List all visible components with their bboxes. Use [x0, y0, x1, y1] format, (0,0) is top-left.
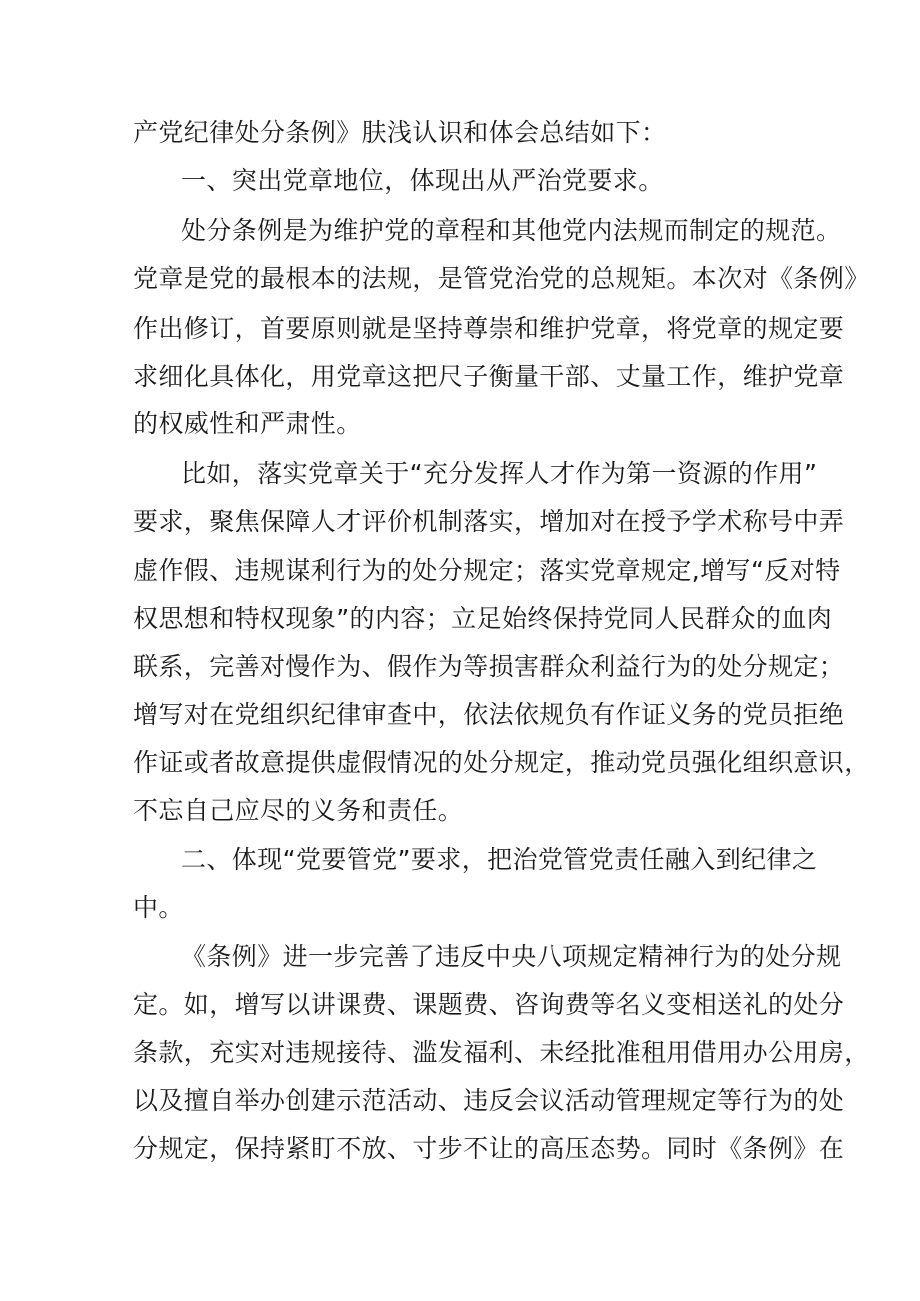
text-line: 联系，完善对慢作为、假作为等损害群众利益行为的处分规定； [133, 652, 845, 681]
text-line: 条款，充实对违规接待、滥发福利、未经批准租用借用办公用房， [133, 1038, 870, 1067]
text-line: 定。如，增写以讲课费、课题费、咨询费等名义变相送礼的处分 [133, 990, 845, 1019]
section-heading: 一、突出党章地位，体现出从严治党要求。 [181, 166, 664, 195]
text-line: 《条例》进一步完善了违反中央八项规定精神行为的处分规 [181, 942, 842, 971]
text-line: 作证或者故意提供虚假情况的处分规定，推动党员强化组织意识， [133, 748, 870, 777]
text-line: 以及擅自举办创建示范活动、违反会议活动管理规定等行为的处 [133, 1086, 845, 1115]
text-line: 要求，聚焦保障人才评价机制落实，增加对在授予学术称号中弄 [133, 507, 845, 536]
text-line: 虚作假、违规谋利行为的处分规定；落实党章规定,增写“反对特 [133, 556, 841, 585]
text-line: 分规定，保持紧盯不放、寸步不让的高压态势。同时《条例》在 [133, 1134, 845, 1163]
text-line: 处分条例是为维护党的章程和其他党内法规而制定的规范。 [181, 216, 842, 245]
section-heading: 中。 [133, 893, 184, 922]
text-line: 产党纪律处分条例》肤浅认识和体会总结如下： [133, 118, 667, 147]
text-line: 求细化具体化，用党章这把尺子衡量干部、丈量工作，维护党章 [133, 362, 845, 391]
text-line: 增写对在党组织纪律审查中，依法依规负有作证义务的党员拒绝 [133, 700, 845, 729]
text-line: 比如，落实党章关于“充分发挥人才作为第一资源的作用” [181, 459, 818, 488]
text-line: 作出修订，首要原则就是坚持尊崇和维护党章，将党章的规定要 [133, 314, 845, 343]
text-line: 不忘自己应尽的义务和责任。 [133, 796, 464, 825]
text-line: 党章是党的最根本的法规，是管党治党的总规矩。本次对《条例》 [133, 264, 870, 293]
section-heading: 二、体现“党要管党”要求，把治党管党责任融入到纪律之 [181, 845, 818, 874]
text-line: 的权威性和严肃性。 [133, 409, 362, 438]
text-line: 权思想和特权现象”的内容；立足始终保持党同人民群众的血肉 [133, 604, 833, 633]
